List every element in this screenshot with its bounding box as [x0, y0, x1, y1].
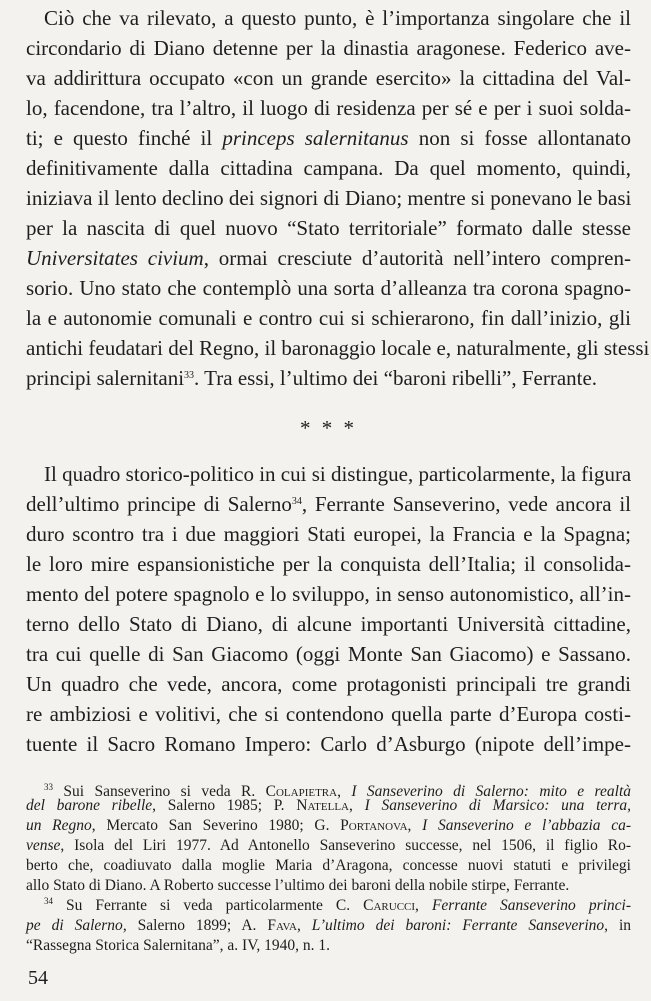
- text-line: circondario di Diano detenne per la dinastia aragonese. Federico ave-: [26, 36, 631, 60]
- footnote-number: 33: [44, 782, 53, 792]
- text-line: [26, 246, 631, 270]
- text-line: Un quadro che vede, ancora, come protagonisti principali tre grandi: [26, 672, 631, 696]
- footnote-line: [26, 796, 631, 816]
- text-run: , Mercato San Severino 1980; G.: [91, 817, 341, 834]
- book-title: del barone ribelle: [26, 797, 153, 814]
- text-line: tra cui quelle di San Giacomo (oggi Monte San Giacomo) e Sassano.: [26, 642, 631, 666]
- text-line: le loro mire espansionistiche per la conquista dell’Italia; il consolida-: [26, 552, 631, 576]
- text-run: , Salerno 1985; P.: [152, 797, 297, 814]
- italic-phrase: Universitates civium: [26, 246, 204, 270]
- book-title: L’ultimo dei baroni: Ferrante Sanseverino: [311, 917, 605, 934]
- text-line: mento del potere spagnolo e lo sviluppo, in senso autonomistico, all’in-: [26, 582, 631, 606]
- text-line: duro scontro tra i due maggiori Stati europei, la Francia e la Spagna;: [26, 522, 631, 546]
- text-line: la e autonomie comunali e contro cui si schierarono, fin dall’inizio, gli: [26, 306, 631, 330]
- text-run: ,: [407, 817, 423, 834]
- text-line: [26, 366, 631, 390]
- text-run: , Ferrante Sanseverino, vede ancora il: [301, 492, 632, 516]
- author-name: Natella: [296, 797, 349, 814]
- text-run: , ormai cresciute d’autorità nell’intero compren-: [203, 246, 631, 270]
- text-line: definitivamente dalla cittadina campana. Da quel momento, quindi,: [26, 156, 631, 180]
- text-run: dell’ultimo principe di Salerno: [26, 492, 292, 516]
- book-title: I Sanseverino di Marsico: una terra,: [364, 797, 631, 814]
- book-title: I Sanseverino e l’abbazia ca-: [422, 817, 631, 834]
- text-run: Sui Sanseverino si veda R.: [53, 783, 266, 800]
- text-line: antichi feudatari del Regno, il baronaggio locale e, naturalmente, gli stessi: [26, 336, 650, 360]
- author-name: Portanova: [340, 817, 408, 834]
- text-run: ,: [337, 783, 352, 800]
- book-title: I Sanseverino di Salerno: mito e realtà: [351, 783, 632, 800]
- book-title: vense: [26, 837, 61, 854]
- text-line: re ambiziosi e volitivi, che si contendono quella parte d’Europa costi-: [26, 702, 631, 726]
- footnote-line: [26, 916, 631, 936]
- text-line: va addirittura occupato «con un grande esercito» la cittadina del Val-: [26, 66, 631, 90]
- text-run: principi salernitani: [26, 366, 185, 390]
- text-line: tuente il Sacro Romano Impero: Carlo d’Asburgo (nipote dell’impe-: [26, 732, 631, 756]
- text-run: . Tra essi, l’ultimo dei “baroni ribelli”, Ferrante.: [194, 366, 598, 390]
- author-name: Colapietra: [265, 783, 338, 800]
- text-run: ,: [296, 917, 312, 934]
- author-name: Carucci: [363, 897, 416, 914]
- footnote-line: “Rassegna Storica Salernitana”, a. IV, 1940, n. 1.: [26, 937, 331, 954]
- text-run: , Isola del Liri 1977. Ad Antonello Sanseverino successe, nel 1506, il figlio Ro-: [60, 837, 631, 854]
- text-line: sorio. Uno stato che contemplò una sorta d’alleanza tra corona spagno-: [26, 276, 631, 300]
- text-line: Ciò che va rilevato, a questo punto, è l’importanza singolare che il: [44, 6, 631, 30]
- book-title: pe di Salerno: [26, 917, 123, 934]
- section-separator: * * *: [300, 416, 357, 440]
- footnote-line: [26, 836, 631, 856]
- text-line: [26, 492, 631, 516]
- footnote-number: 34: [44, 896, 53, 906]
- footnote-line: [26, 816, 631, 836]
- text-run: Su Ferrante si veda particolarmente C.: [53, 897, 364, 914]
- text-line: terno dello Stato di Diano, di alcune importanti Università cittadine,: [26, 612, 631, 636]
- footnote-line: allo Stato di Diano. A Roberto successe l’ultimo dei baroni della nobile stirpe, Ferrante.: [26, 877, 570, 894]
- text-line: lo, facendone, tra l’altro, il luogo di residenza per sé e per i suoi solda-: [26, 96, 631, 120]
- text-line: per la nascita di quel nuovo “Stato territoriale” formato dalle stesse: [26, 216, 631, 240]
- author-name: Fava: [267, 917, 297, 934]
- text-line: iniziava il lento declino dei signori di Diano; mentre si ponevano le basi: [26, 186, 632, 210]
- footnote-line: [26, 896, 631, 916]
- text-line: [26, 126, 631, 150]
- footnote-ref: 34: [291, 496, 302, 507]
- footnote-ref: 33: [184, 370, 195, 381]
- text-line: Il quadro storico-politico in cui si distingue, particolarmente, la figura: [44, 462, 632, 486]
- text-run: ti; e questo finché il: [26, 126, 223, 150]
- text-run: ,: [349, 797, 365, 814]
- book-title: un Regno: [26, 817, 92, 834]
- italic-phrase: princeps salernitanus: [222, 126, 409, 150]
- footnote-line: berto che, coadiuvato dalla moglie Maria d’Aragona, concesse nuovi statuti e privilegi: [26, 857, 631, 874]
- text-run: , in: [604, 917, 632, 934]
- text-run: non si fosse allontanato: [408, 126, 632, 150]
- text-run: ,: [415, 897, 432, 914]
- text-run: , Salerno 1899; A.: [122, 917, 268, 934]
- book-title: Ferrante Sanseverino princi-: [431, 897, 631, 914]
- page-number: 54: [28, 967, 48, 989]
